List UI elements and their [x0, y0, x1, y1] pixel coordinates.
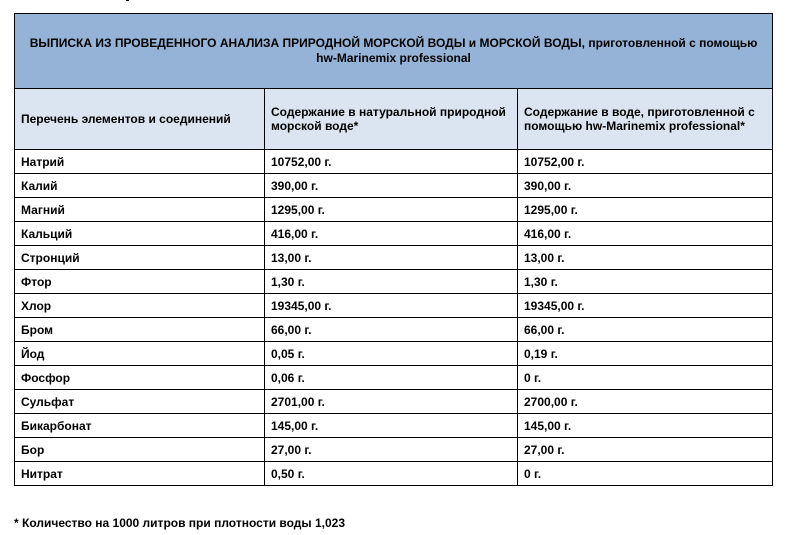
- table-row: [15, 414, 773, 438]
- table-row: [15, 198, 773, 222]
- cell-element: Хлор: [15, 294, 265, 318]
- cell-element: Фтор: [15, 270, 265, 294]
- header-natural-content: Содержание в натуральной природной морской воде*: [265, 89, 518, 150]
- cell-marinemix: 0 г.: [518, 366, 773, 390]
- cell-natural: 0,05 г.: [265, 342, 518, 366]
- cell-marinemix: 2700,00 г.: [518, 390, 773, 414]
- cell-natural: 0,50 г.: [265, 462, 518, 486]
- cell-marinemix: 0,19 г.: [518, 342, 773, 366]
- cell-marinemix: 19345,00 г.: [518, 294, 773, 318]
- cell-natural: 1,30 г.: [265, 270, 518, 294]
- cell-natural: 27,00 г.: [265, 438, 518, 462]
- cell-element: Натрий: [15, 150, 265, 174]
- table-row: [15, 438, 773, 462]
- cell-marinemix: 390,00 г.: [518, 174, 773, 198]
- cell-natural: 416,00 г.: [265, 222, 518, 246]
- cell-element: Фосфор: [15, 366, 265, 390]
- analysis-table: [14, 13, 773, 486]
- header-marinemix-content: Содержание в воде, приготовленной с помощью hw-Marinemix professional*: [518, 89, 773, 150]
- table-row: [15, 246, 773, 270]
- title-row: [15, 14, 773, 89]
- cell-element: Йод: [15, 342, 265, 366]
- cell-natural: 145,00 г.: [265, 414, 518, 438]
- cell-element: Бикарбонат: [15, 414, 265, 438]
- cell-element: Сульфат: [15, 390, 265, 414]
- cell-natural: 1295,00 г.: [265, 198, 518, 222]
- cell-natural: 19345,00 г.: [265, 294, 518, 318]
- table-row: [15, 294, 773, 318]
- cell-marinemix: 1295,00 г.: [518, 198, 773, 222]
- cell-marinemix: 1,30 г.: [518, 270, 773, 294]
- table-row: [15, 342, 773, 366]
- cell-marinemix: 416,00 г.: [518, 222, 773, 246]
- table-row: [15, 150, 773, 174]
- table-row: [15, 270, 773, 294]
- cell-element: Нитрат: [15, 462, 265, 486]
- cell-natural: 66,00 г.: [265, 318, 518, 342]
- table-row: [15, 174, 773, 198]
- table-title: ВЫПИСКА ИЗ ПРОВЕДЕННОГО АНАЛИЗА ПРИРОДНОЙ МОРСКОЙ ВОДЫ и МОРСКОЙ ВОДЫ, приготовленной с помощью hw-Marinemix professional: [15, 14, 773, 89]
- table-row: [15, 390, 773, 414]
- cell-marinemix: 27,00 г.: [518, 438, 773, 462]
- cell-element: Кальций: [15, 222, 265, 246]
- table-row: [15, 222, 773, 246]
- cell-element: Бром: [15, 318, 265, 342]
- cell-element: Магний: [15, 198, 265, 222]
- cell-element: Стронций: [15, 246, 265, 270]
- cell-marinemix: 66,00 г.: [518, 318, 773, 342]
- top-edge-mark: [126, 0, 129, 1]
- footnote: * Количество на 1000 литров при плотности воды 1,023: [14, 516, 346, 530]
- table-row: [15, 366, 773, 390]
- cell-element: Калий: [15, 174, 265, 198]
- analysis-sheet: [14, 13, 772, 486]
- table-row: [15, 318, 773, 342]
- cell-marinemix: 0 г.: [518, 462, 773, 486]
- header-elements: Перечень элементов и соединений: [15, 89, 265, 150]
- cell-natural: 0,06 г.: [265, 366, 518, 390]
- cell-marinemix: 145,00 г.: [518, 414, 773, 438]
- cell-element: Бор: [15, 438, 265, 462]
- cell-natural: 13,00 г.: [265, 246, 518, 270]
- cell-marinemix: 13,00 г.: [518, 246, 773, 270]
- cell-natural: 2701,00 г.: [265, 390, 518, 414]
- cell-natural: 10752,00 г.: [265, 150, 518, 174]
- header-row: [15, 89, 773, 150]
- cell-natural: 390,00 г.: [265, 174, 518, 198]
- table-row: [15, 462, 773, 486]
- cell-marinemix: 10752,00 г.: [518, 150, 773, 174]
